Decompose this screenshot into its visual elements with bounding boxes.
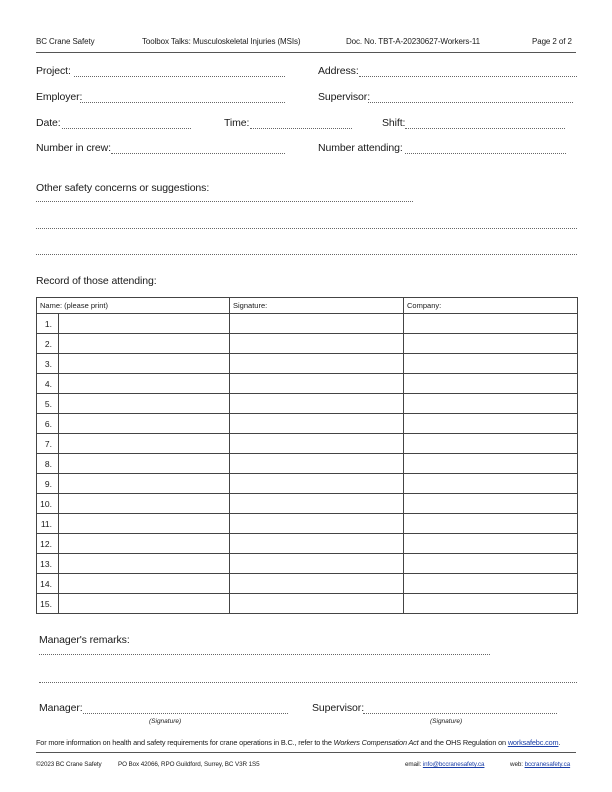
header-divider — [36, 52, 576, 53]
name-cell[interactable] — [59, 494, 230, 514]
name-cell[interactable] — [59, 474, 230, 494]
company-cell[interactable] — [404, 414, 578, 434]
company-cell[interactable] — [404, 394, 578, 414]
worksafebc-link[interactable]: worksafebc.com — [507, 738, 559, 747]
row-number: 3. — [37, 354, 59, 374]
shift-line[interactable] — [405, 128, 565, 129]
footer-web — [510, 761, 570, 768]
shift-label: Shift: — [382, 117, 406, 129]
column-signature: Signature: — [230, 298, 404, 314]
row-number: 2. — [37, 334, 59, 354]
row-number: 5. — [37, 394, 59, 414]
remarks-line-1[interactable] — [39, 654, 490, 655]
supervisor-signature-hint: (Signature) — [430, 718, 463, 725]
company-cell[interactable] — [404, 314, 578, 334]
company-cell[interactable] — [404, 354, 578, 374]
info-text-2: and the OHS Regulation on — [418, 738, 508, 747]
manager-signature-hint: (Signature) — [149, 718, 182, 725]
name-cell[interactable] — [59, 334, 230, 354]
footer-email-label: email: — [405, 761, 423, 768]
company-cell[interactable] — [404, 494, 578, 514]
company-cell[interactable] — [404, 334, 578, 354]
company-cell[interactable] — [404, 594, 578, 614]
attendance-table — [36, 297, 578, 614]
name-cell[interactable] — [59, 314, 230, 334]
row-number: 14. — [37, 574, 59, 594]
column-name: Name: (please print) — [37, 298, 230, 314]
footer-address: PO Box 42066, RPO Guildford, Surrey, BC V3R 1S5 — [118, 761, 260, 768]
attendance-row — [37, 574, 578, 594]
attendance-row — [37, 474, 578, 494]
signature-cell[interactable] — [230, 354, 404, 374]
row-number: 15. — [37, 594, 59, 614]
signature-cell[interactable] — [230, 514, 404, 534]
attendance-row — [37, 394, 578, 414]
date-line[interactable] — [62, 128, 191, 129]
attendance-label: Record of those attending: — [36, 275, 157, 287]
company-cell[interactable] — [404, 554, 578, 574]
signature-cell[interactable] — [230, 454, 404, 474]
row-number: 1. — [37, 314, 59, 334]
attendance-row — [37, 554, 578, 574]
name-cell[interactable] — [59, 514, 230, 534]
header-topic: Toolbox Talks: Musculoskeletal Injuries (MSIs) — [142, 37, 301, 46]
email-link[interactable]: info@bccranesafety.ca — [422, 761, 485, 768]
signature-cell[interactable] — [230, 574, 404, 594]
attendance-row — [37, 434, 578, 454]
company-cell[interactable] — [404, 534, 578, 554]
row-number: 7. — [37, 434, 59, 454]
company-cell[interactable] — [404, 454, 578, 474]
company-cell[interactable] — [404, 574, 578, 594]
name-cell[interactable] — [59, 434, 230, 454]
concerns-line-1[interactable] — [36, 201, 413, 202]
footer-divider — [36, 752, 576, 753]
concerns-line-3[interactable] — [36, 254, 577, 255]
manager-label: Manager: — [39, 702, 83, 714]
signature-cell[interactable] — [230, 474, 404, 494]
row-number: 6. — [37, 414, 59, 434]
signature-cell[interactable] — [230, 334, 404, 354]
signature-cell[interactable] — [230, 594, 404, 614]
supervisor-line[interactable] — [368, 102, 573, 103]
number-attending-label: Number attending: — [318, 142, 403, 154]
attendance-row — [37, 374, 578, 394]
signature-cell[interactable] — [230, 434, 404, 454]
attendance-row — [37, 334, 578, 354]
project-label: Project: — [36, 65, 71, 77]
supervisor-signoff-label: Supervisor: — [312, 702, 365, 714]
name-cell[interactable] — [59, 374, 230, 394]
time-line[interactable] — [250, 128, 352, 129]
company-cell[interactable] — [404, 434, 578, 454]
remarks-line-2[interactable] — [39, 682, 577, 683]
attendance-row — [37, 534, 578, 554]
signature-cell[interactable] — [230, 374, 404, 394]
time-label: Time: — [224, 117, 250, 129]
address-line[interactable] — [359, 76, 577, 77]
signature-cell[interactable] — [230, 414, 404, 434]
signature-cell[interactable] — [230, 314, 404, 334]
header-doc-number: Doc. No. TBT-A-20230627-Workers-11 — [346, 37, 480, 46]
name-cell[interactable] — [59, 454, 230, 474]
row-number: 12. — [37, 534, 59, 554]
signature-cell[interactable] — [230, 534, 404, 554]
project-line[interactable] — [74, 76, 285, 77]
attendance-row — [37, 594, 578, 614]
row-number: 11. — [37, 514, 59, 534]
company-cell[interactable] — [404, 514, 578, 534]
concerns-line-2[interactable] — [36, 228, 577, 229]
manager-signature-line[interactable] — [83, 713, 288, 714]
footer-email — [405, 761, 484, 768]
row-number: 8. — [37, 454, 59, 474]
attendance-row — [37, 314, 578, 334]
address-label: Address: — [318, 65, 359, 77]
company-cell[interactable] — [404, 374, 578, 394]
employer-line[interactable] — [80, 102, 285, 103]
info-text-1: For more information on health and safety requirements for crane operations in B.C., refer to the — [36, 738, 334, 747]
info-line — [36, 738, 560, 747]
supervisor-label: Supervisor: — [318, 91, 371, 103]
company-cell[interactable] — [404, 474, 578, 494]
row-number: 4. — [37, 374, 59, 394]
number-attending-line[interactable] — [405, 153, 566, 154]
name-cell[interactable] — [59, 594, 230, 614]
name-cell[interactable] — [59, 394, 230, 414]
signature-cell[interactable] — [230, 494, 404, 514]
footer-web-label: web: — [510, 761, 525, 768]
attendance-row — [37, 354, 578, 374]
attendance-row — [37, 494, 578, 514]
name-cell[interactable] — [59, 534, 230, 554]
attendance-row — [37, 454, 578, 474]
number-in-crew-line[interactable] — [111, 153, 285, 154]
info-act-title: Workers Compensation Act — [333, 738, 419, 747]
info-end: . — [558, 738, 561, 747]
remarks-label: Manager's remarks: — [39, 634, 130, 646]
name-cell[interactable] — [59, 574, 230, 594]
column-company: Company: — [404, 298, 578, 314]
signature-cell[interactable] — [230, 554, 404, 574]
row-number: 13. — [37, 554, 59, 574]
footer-copyright: ©2023 BC Crane Safety — [36, 761, 102, 768]
supervisor-signature-line[interactable] — [363, 713, 557, 714]
name-cell[interactable] — [59, 414, 230, 434]
name-cell[interactable] — [59, 354, 230, 374]
row-number: 9. — [37, 474, 59, 494]
attendance-row — [37, 414, 578, 434]
name-cell[interactable] — [59, 554, 230, 574]
header-page-number: Page 2 of 2 — [532, 37, 572, 46]
employer-label: Employer: — [36, 91, 83, 103]
attendance-header-row — [37, 298, 578, 314]
signature-cell[interactable] — [230, 394, 404, 414]
date-label: Date: — [36, 117, 61, 129]
header-org: BC Crane Safety — [36, 37, 95, 46]
attendance-row — [37, 514, 578, 534]
number-in-crew-label: Number in crew: — [36, 142, 111, 154]
concerns-label: Other safety concerns or suggestions: — [36, 182, 210, 194]
web-link[interactable]: bccranesafety.ca — [524, 761, 571, 768]
row-number: 10. — [37, 494, 59, 514]
